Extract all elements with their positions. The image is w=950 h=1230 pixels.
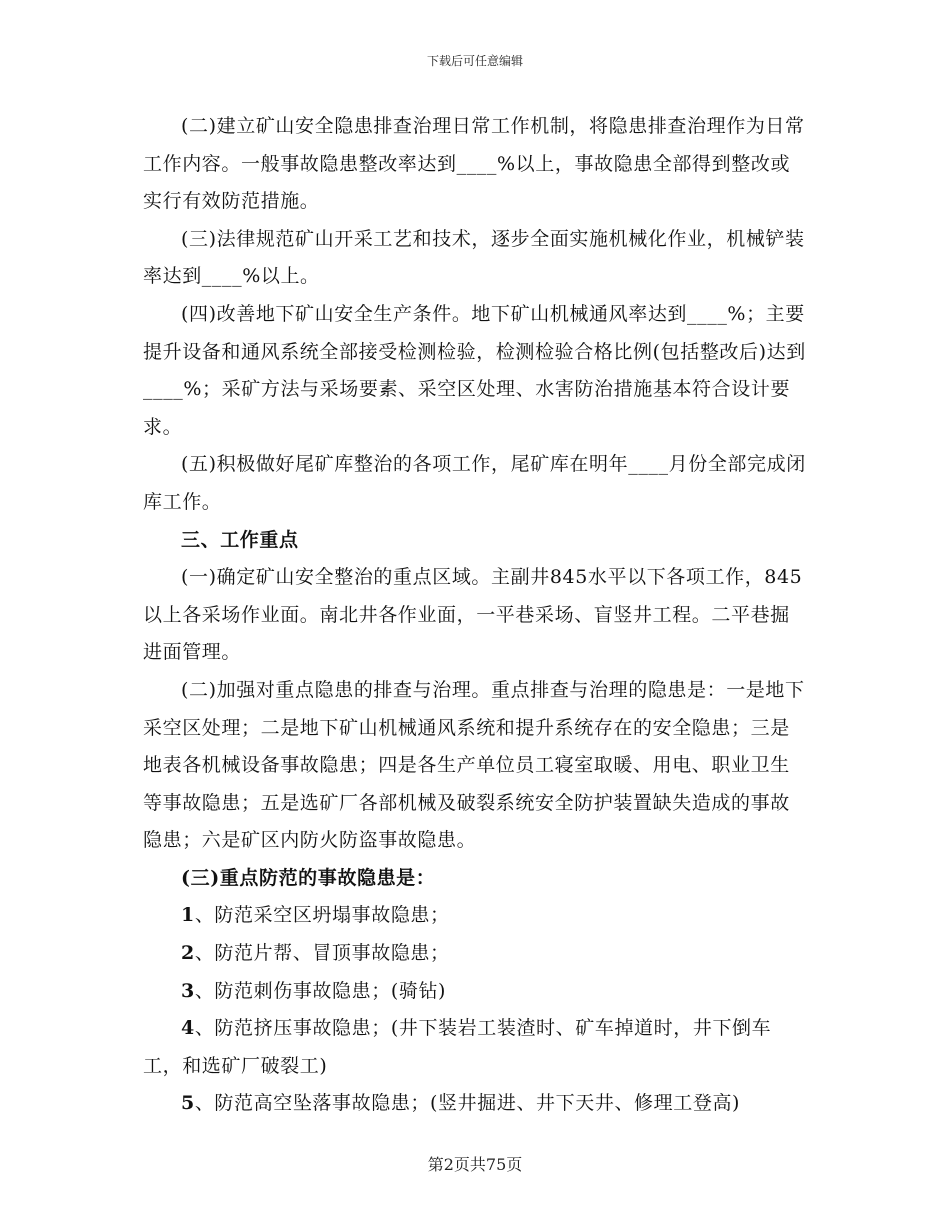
list-item-text: 、防范采空区坍塌事故隐患； bbox=[194, 904, 450, 927]
list-item-number: 2 bbox=[181, 942, 195, 965]
list-item bbox=[143, 1085, 809, 1123]
subsection-title-key-hazards: (三)重点防范的事故隐患是： bbox=[181, 866, 436, 889]
list-item bbox=[143, 973, 809, 1011]
list-item bbox=[143, 935, 809, 973]
list-item-text: 、防范片帮、冒顶事故隐患； bbox=[194, 942, 450, 965]
page-header: 下载后可任意编辑 bbox=[426, 54, 523, 68]
page-footer: 第2页共75页 bbox=[427, 1155, 523, 1174]
list-item-number: 3 bbox=[181, 979, 195, 1002]
list-item bbox=[143, 897, 809, 935]
list-item-number: 5 bbox=[181, 1092, 195, 1115]
list-item-number: 1 bbox=[181, 904, 195, 927]
list-item-number: 4 bbox=[181, 1017, 195, 1040]
paragraph-focus-2: (二)加强对重点隐患的排查与治理。重点排查与治理的隐患是：一是地下采空区处理；二是地下矿山机械通风系统和提升系统存在的安全隐患；三是地表各机械设备事故隐患；四是各生产单位员工寝室取暖、用电、职业卫生等事故隐患；五是选矿厂各部机械及破裂系统安全防护装置缺失造成的事故隐患；六是矿区内防火防盗事故隐患。 bbox=[143, 678, 805, 852]
paragraph-goal-5: (五)积极做好尾矿库整治的各项工作，尾矿库在明年____月份全部完成闭库工作。 bbox=[143, 453, 806, 513]
section-title-work-focus: 三、工作重点 bbox=[181, 528, 299, 551]
list-item-text: 、防范挤压事故隐患；(井下装岩工装渣时、矿车掉道时，井下倒车工，和选矿厂破裂工) bbox=[143, 1017, 772, 1077]
list-item bbox=[143, 1010, 809, 1085]
list-item-text: 、防范刺伤事故隐患；(骑钻) bbox=[194, 979, 447, 1002]
paragraph-goal-4: (四)改善地下矿山安全生产条件。地下矿山机械通风率达到____%；主要提升设备和通风系统全部接受检测检验，检测检验合格比例(包括整改后)达到____%；采矿方法与采场要素、采空区处理、水害防治措施基本符合设计要求。 bbox=[143, 302, 806, 438]
list-item-text: 、防范高空坠落事故隐患；(竖井掘进、井下天井、修理工登高) bbox=[194, 1092, 741, 1115]
paragraph-goal-2: (二)建立矿山安全隐患排查治理日常工作机制，将隐患排查治理作为日常工作内容。一般事故隐患整改率达到____%以上，事故隐患全部得到整改或实行有效防范措施。 bbox=[143, 115, 805, 213]
paragraph-goal-3: (三)法律规范矿山开采工艺和技术，逐步全面实施机械化作业，机械铲装率达到____%以上。 bbox=[143, 227, 805, 288]
document-body bbox=[143, 108, 809, 1123]
paragraph-focus-1: (一)确定矿山安全整治的重点区域。主副井845水平以下各项工作，845以上各采场作业面。南北井各作业面，一平巷采场、盲竖井工程。二平巷掘进面管理。 bbox=[143, 566, 803, 664]
